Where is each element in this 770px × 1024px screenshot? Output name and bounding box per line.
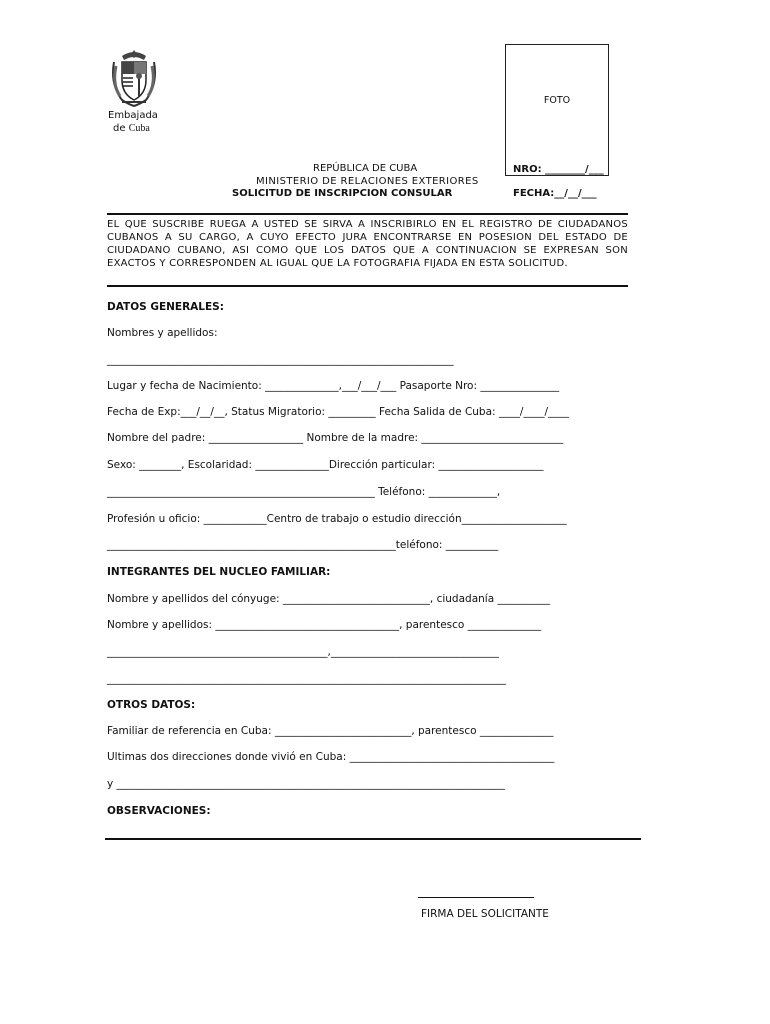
embassy-line-2-prefix: de [113,123,126,134]
names-label: Nombres y apellidos: [107,327,218,339]
embassy-country: Cuba [128,123,150,134]
addresses-line: Ultimas dos direcciones donde vivió en Cuba: _______________________________________ [107,751,555,763]
names-blank: __________________________________________________________________ [107,354,454,366]
signature-label: FIRMA DEL SOLICITANTE [421,908,549,920]
other-heading: OTROS DATOS: [107,699,196,711]
parents-line: Nombre del padre: __________________ Nombre de la madre: ___________________________ [107,432,564,444]
reference-line: Familiar de referencia en Cuba: __________________________, parentesco ______________ [107,725,554,737]
family-blank-2: ____________________________________________________________________________ [107,673,506,685]
relative-line: Nombre y apellidos: ___________________________________, parentesco ______________ [107,619,542,631]
coat-of-arms-icon [108,44,160,108]
form-number: NRO: ________/___ [513,164,604,175]
general-heading: DATOS GENERALES: [107,301,224,313]
expedition-line: Fecha de Exp:___/__/__, Status Migratorio: _________ Fecha Salida de Cuba: ____/____/____ [107,406,569,418]
signature-line [418,897,534,898]
form-title: SOLICITUD DE INSCRIPCION CONSULAR [232,188,453,199]
rule-observations [105,838,641,840]
family-heading: INTEGRANTES DEL NUCLEO FAMILIAR: [107,566,331,578]
sex-line: Sexo: ________, Escolaridad: ______________Dirección particular: ____________________ [107,459,544,471]
work-phone-line: _______________________________________________________teléfono: __________ [107,539,499,551]
observations-heading: OBSERVACIONES: [107,805,211,817]
rule-intro-bottom [107,285,628,287]
birth-line: Lugar y fecha de Nacimiento: ______________,___/___/___ Pasaporte Nro: _______________ [107,380,560,392]
photo-label: FOTO [543,95,571,106]
title-ministry: MINISTERIO DE RELACIONES EXTERIORES [256,176,479,187]
embassy-line-2 [108,122,158,135]
photo-box [505,44,609,176]
form-date: FECHA:__/__/___ [513,188,597,199]
embassy-label [108,109,158,135]
spouse-line: Nombre y apellidos del cónyuge: ____________________________, ciudadanía __________ [107,593,550,605]
family-blank-1: __________________________________________,________________________________ [107,646,499,658]
intro-paragraph: EL QUE SUSCRIBE RUEGA A USTED SE SIRVA A INSCRIBIRLO EN EL REGISTRO DE CIUDADANOS CUBANOS A SU CARGO, A CUYO EFECTO JURA ENCONTRARSE EN POSESION DEL ESTADO DE CIUDADANO CUBANO, ASI COMO QUE LOS DATOS QUE A CONTINUACION SE EXPRESAN SON EXACTOS Y CORRESPONDEN AL IGUAL QUE LA FOTOGRAFIA FIJADA EN ESTA SOLICITUD. [107,219,628,269]
profession-line: Profesión u oficio: ____________Centro de trabajo o estudio dirección____________________ [107,513,567,525]
rule-top [107,213,628,215]
phone-line: ___________________________________________________ Teléfono: _____________, [107,486,501,498]
title-republic: REPÚBLICA DE CUBA [313,163,418,174]
embassy-line-1: Embajada [108,110,158,121]
addresses-continued-line: y __________________________________________________________________________ [107,778,506,790]
